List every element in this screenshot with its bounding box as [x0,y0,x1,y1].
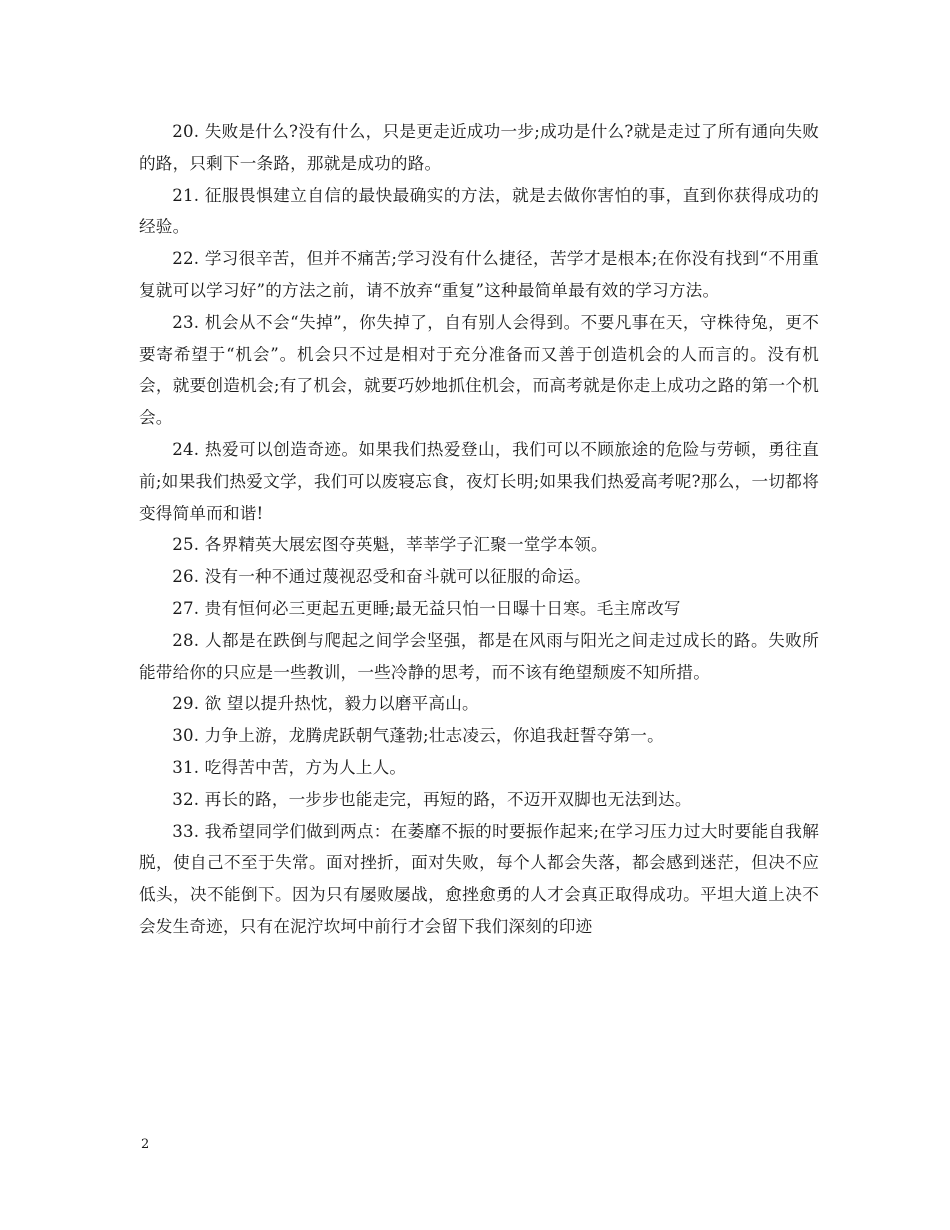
paragraph-33: 33. 我希望同学们做到两点：在萎靡不振的时要振作起来;在学习压力过大时要能自我解脱，使自己不至于失常。面对挫折，面对失败，每个人都会失落，都会感到迷茫，但决不应低头，决不能倒下。因为只有屡败屡战，愈挫愈勇的人才会真正取得成功。平坦大道上决不会发生奇迹，只有在泥泞坎坷中前行才会留下我们深刻的印迹 [139,821,819,936]
paragraph-26: 26. 没有一种不通过蔑视忍受和奋斗就可以征服的命运。 [172,567,591,587]
paragraph-23: 23. 机会从不会“失掉”，你失掉了，自有别人会得到。不要凡事在天，守株待兔，更不要寄希望于“机会”。机会只不过是相对于充分准备而又善于创造机会的人而言的。没有机会，就要创造机会;有了机会，就要巧妙地抓住机会，而高考就是你走上成功之路的第一个机会。 [139,312,819,428]
paragraph-20: 20. 失败是什么?没有什么，只是更走近成功一步;成功是什么?就是走过了所有通向失败的路，只剩下一条路，那就是成功的路。 [139,122,819,173]
page-number: 2 [141,1137,150,1152]
paragraph-27: 27. 贵有恒何必三更起五更睡;最无益只怕一日曝十日寒。毛主席改写 [172,598,681,618]
paragraph-22: 22. 学习很辛苦，但并不痛苦;学习没有什么捷径，苦学才是根本;在你没有找到“不用重复就可以学习好”的方法之前，请不放弃“重复”这种最简单最有效的学习方法。 [139,249,819,300]
paragraph-28: 28. 人都是在跌倒与爬起之间学会坚强，都是在风雨与阳光之间走过成长的路。失败所能带给你的只应是一些教训，一些冷静的思考，而不该有绝望颓废不知所措。 [139,630,819,682]
paragraph-21: 21. 征服畏惧建立自信的最快最确实的方法，就是去做你害怕的事，直到你获得成功的经验。 [139,185,819,237]
paragraph-31: 31. 吃得苦中苦，方为人上人。 [172,757,407,777]
paragraph-32: 32. 再长的路，一步步也能走完，再短的路，不迈开双脚也无法到达。 [172,789,692,809]
document-body [139,116,819,943]
paragraph-25: 25. 各界精英大展宏图夺英魁，莘莘学子汇聚一堂学本领。 [172,535,608,555]
paragraph-30: 30. 力争上游，龙腾虎跃朝气蓬勃;壮志凌云，你追我赶誓夺第一。 [172,726,664,746]
paragraph-29: 29. 欲 望以提升热忱，毅力以磨平高山。 [172,694,479,714]
paragraph-24: 24. 热爱可以创造奇迹。如果我们热爱登山，我们可以不顾旅途的危险与劳顿，勇往直前;如果我们热爱文学，我们可以废寝忘食，夜灯长明;如果我们热爱高考呢?那么，一切都将变得简单而和谐! [139,439,819,523]
